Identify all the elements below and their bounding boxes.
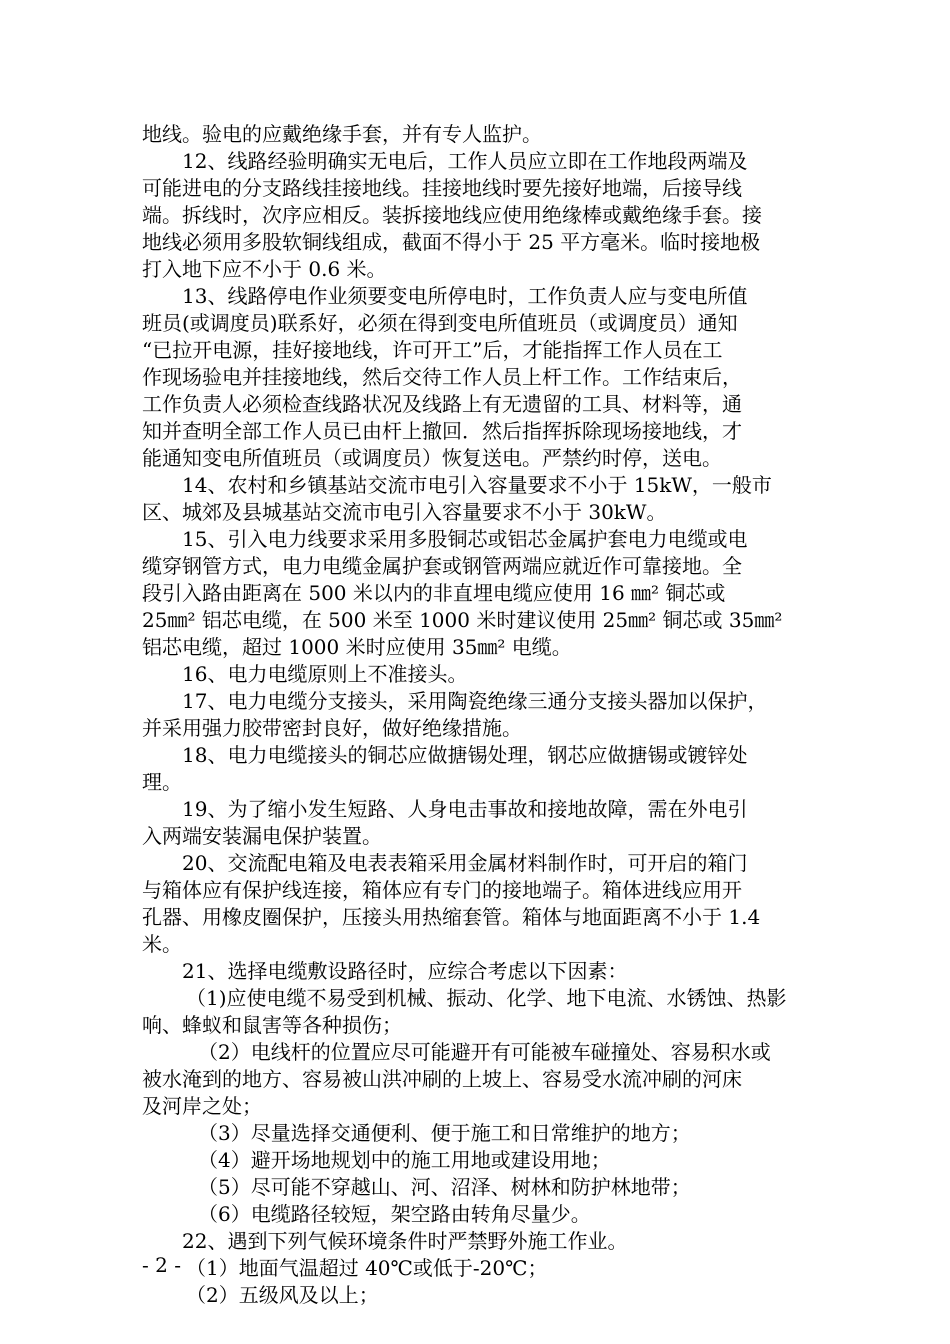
text-line: 作现场验电并挂接地线，然后交待工作人员上杆工作。工作结束后， (142, 365, 742, 389)
text-line: 地线。验电的应戴绝缘手套，并有专人监护。 (142, 122, 542, 146)
text-line: 打入地下应不小于 0.6 米。 (142, 257, 387, 281)
text-line: 18、电力电缆接头的铜芯应做搪锡处理，钢芯应做搪锡或镀锌处 (182, 743, 748, 767)
text-line: 25㎜² 铝芯电缆，在 500 米至 1000 米时建议使用 25㎜² 铜芯或 35㎜² (142, 608, 783, 632)
text-line: 20、交流配电箱及电表表箱采用金属材料制作时，可开启的箱门 (182, 851, 748, 875)
text-line: 理。 (142, 770, 182, 794)
text-line: （2）电线杆的位置应尽可能避开有可能被车碰撞处、容易积水或 (198, 1040, 771, 1064)
text-line: 段引入路由距离在 500 米以内的非直埋电缆应使用 16 ㎜² 铜芯或 (142, 581, 726, 605)
text-line: 端。拆线时，次序应相反。装拆接地线应使用绝缘棒或戴绝缘手套。接 (142, 203, 762, 227)
text-line: （5）尽可能不穿越山、河、沼泽、树林和防护林地带； (198, 1175, 691, 1199)
text-line: 可能进电的分支路线挂接地线。挂接地线时要先接好地端，后接导线 (142, 176, 742, 200)
text-line: 14、农村和乡镇基站交流市电引入容量要求不小于 15kW，一般市 (182, 473, 772, 497)
text-line: 21、选择电缆敷设路径时，应综合考虑以下因素： (182, 959, 628, 983)
text-line: “已拉开电源，挂好接地线，许可开工”后，才能指挥工作人员在工 (142, 338, 723, 362)
text-line: 被水淹到的地方、容易被山洪冲刷的上坡上、容易受水流冲刷的河床 (142, 1067, 742, 1091)
text-line: 米。 (142, 932, 182, 956)
text-line: （1）地面气温超过 40℃或低于-20℃； (186, 1256, 548, 1280)
text-line: 及河岸之处； (142, 1094, 262, 1118)
text-line: 12、线路经验明确实无电后，工作人员应立即在工作地段两端及 (182, 149, 748, 173)
text-line: 并采用强力胶带密封良好，做好绝缘措施。 (142, 716, 522, 740)
text-line: 与箱体应有保护线连接，箱体应有专门的接地端子。箱体进线应用开 (142, 878, 742, 902)
text-line: 响、蜂蚁和鼠害等各种损伤； (142, 1013, 402, 1037)
text-line: 缆穿钢管方式，电力电缆金属护套或钢管两端应就近作可靠接地。全 (142, 554, 742, 578)
text-line: 区、城郊及县城基站交流市电引入容量要求不小于 30kW。 (142, 500, 667, 524)
text-line: 22、遇到下列气候环境条件时严禁野外施工作业。 (182, 1229, 628, 1253)
text-line: 16、电力电缆原则上不准接头。 (182, 662, 468, 686)
text-line: 铝芯电缆，超过 1000 米时应使用 35㎜² 电缆。 (142, 635, 572, 659)
page-number: - 2 - (142, 1253, 181, 1277)
text-line: 13、线路停电作业须要变电所停电时，工作负责人应与变电所值 (182, 284, 748, 308)
text-line: 班员(或调度员)联系好，必须在得到变电所值班员（或调度员）通知 (142, 311, 738, 335)
text-line: 入两端安装漏电保护装置。 (142, 824, 382, 848)
text-line: 19、为了缩小发生短路、人身电击事故和接地故障，需在外电引 (182, 797, 748, 821)
text-line: 孔器、用橡皮圈保护，压接头用热缩套管。箱体与地面距离不小于 1.4 (142, 905, 761, 929)
text-line: 能通知变电所值班员（或调度员）恢复送电。严禁约时停，送电。 (142, 446, 722, 470)
text-line: 工作负责人必须检查线路状况及线路上有无遗留的工具、材料等，通 (142, 392, 742, 416)
text-line: （2）五级风及以上； (186, 1283, 379, 1307)
text-line: 地线必须用多股软铜线组成，截面不得小于 25 平方毫米。临时接地极 (142, 230, 761, 254)
body-text (142, 121, 814, 1309)
text-line: （1)应使电缆不易受到机械、振动、化学、地下电流、水锈蚀、热影 (186, 986, 787, 1010)
text-line: （4）避开场地规划中的施工用地或建设用地； (198, 1148, 611, 1172)
text-line: 知并查明全部工作人员已由杆上撤回．然后指挥拆除现场接地线，才 (142, 419, 742, 443)
text-line: （6）电缆路径较短，架空路由转角尽量少。 (198, 1202, 591, 1226)
text-line: 17、电力电缆分支接头，采用陶瓷绝缘三通分支接头器加以保护， (182, 689, 768, 713)
text-line: （3）尽量选择交通便利、便于施工和日常维护的地方； (198, 1121, 691, 1145)
text-line: 15、引入电力线要求采用多股铜芯或铝芯金属护套电力电缆或电 (182, 527, 748, 551)
